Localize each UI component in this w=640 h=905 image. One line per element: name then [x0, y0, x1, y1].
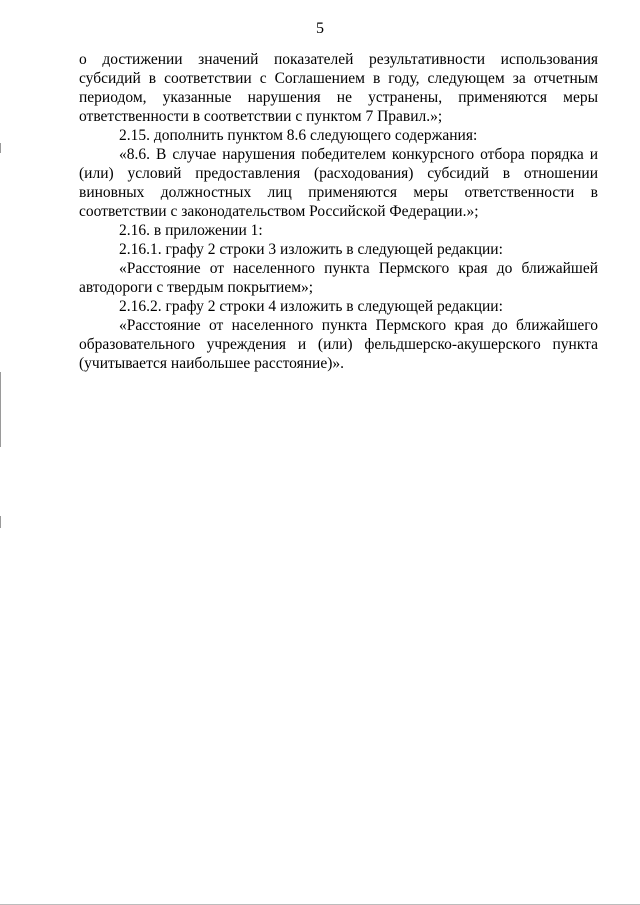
paragraph-2-16: 2.16. в приложении 1:: [119, 222, 263, 239]
paragraph-2-15: 2.15. дополнить пунктом 8.6 следующего содержания:: [119, 127, 478, 144]
paragraph-2-16-1: 2.16.1. графу 2 строки 3 изложить в следующей редакции:: [119, 241, 503, 258]
paragraph-2-16-1-quote: «Расстояние от населенного пункта Пермского края до ближайшей автодороги с твердым покрытием»;: [79, 260, 598, 296]
scan-margin-mark: [0, 516, 1, 528]
document-body: [79, 50, 598, 373]
paragraph-2-16-2: 2.16.2. графу 2 строки 4 изложить в следующей редакции:: [119, 298, 503, 315]
scan-margin-mark: [0, 143, 1, 153]
paragraph-2-16-2-quote: «Расстояние от населенного пункта Пермского края до ближайшего образовательного учреждения и (или) фельдшерско-акушерского пункта (учитывается наибольшее расстояние)».: [79, 317, 598, 372]
paragraph-8-6-quote: «8.6. В случае нарушения победителем конкурсного отбора порядка и (или) условий предоставления (расходования) субсидий в отношении виновных должностных лиц применяются меры ответственности в соответствии с законодательством Российской Федерации.»;: [79, 146, 598, 220]
scan-margin-mark: [0, 372, 1, 447]
paragraph-continuation: о достижении значений показателей результативности использования субсидий в соответствии с Соглашением в году, следующем за отчетным периодом, указанные нарушения не устранены, применяются меры ответственности в соответствии с пунктом 7 Правил.»;: [79, 51, 598, 125]
page-number: 5: [316, 20, 324, 37]
